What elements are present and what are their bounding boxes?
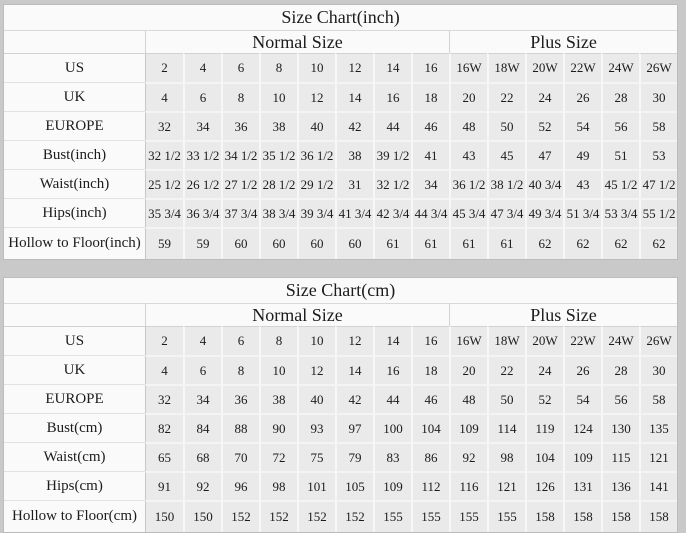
size-value-cell: 42 — [335, 111, 373, 140]
size-value-cell: 14 — [335, 82, 373, 111]
size-value-cell: 28 1/2 — [259, 169, 297, 198]
size-value-cell: 47 1/2 — [639, 169, 677, 198]
size-value-cell: 60 — [221, 227, 259, 259]
size-value-cell: 48 — [449, 384, 487, 413]
size-value-cell: 18 — [411, 355, 449, 384]
size-value-cell: 38 1/2 — [487, 169, 525, 198]
table-row — [4, 500, 677, 532]
size-value-cell: 60 — [297, 227, 335, 259]
size-value-cell: 105 — [335, 471, 373, 500]
size-value-cell: 24W — [601, 326, 639, 355]
size-value-cell: 25 1/2 — [145, 169, 183, 198]
size-value-cell: 158 — [601, 500, 639, 532]
size-value-cell: 93 — [297, 413, 335, 442]
size-value-cell: 29 1/2 — [297, 169, 335, 198]
size-value-cell: 121 — [639, 442, 677, 471]
size-value-cell: 44 — [373, 111, 411, 140]
size-value-cell: 45 1/2 — [601, 169, 639, 198]
size-value-cell: 54 — [563, 384, 601, 413]
size-value-cell: 24 — [525, 355, 563, 384]
size-value-cell: 32 1/2 — [373, 169, 411, 198]
size-value-cell: 16 — [373, 355, 411, 384]
size-value-cell: 61 — [449, 227, 487, 259]
size-value-cell: 38 — [259, 111, 297, 140]
table-row — [4, 53, 677, 82]
size-value-cell: 36 3/4 — [183, 198, 221, 227]
size-value-cell: 79 — [335, 442, 373, 471]
size-value-cell: 119 — [525, 413, 563, 442]
size-value-cell: 4 — [183, 53, 221, 82]
corner-cell — [4, 30, 145, 53]
size-value-cell: 36 — [221, 384, 259, 413]
size-value-cell: 155 — [373, 500, 411, 532]
size-value-cell: 49 — [563, 140, 601, 169]
size-value-cell: 56 — [601, 384, 639, 413]
row-label: UK — [4, 82, 145, 111]
size-value-cell: 50 — [487, 111, 525, 140]
size-value-cell: 24W — [601, 53, 639, 82]
size-value-cell: 8 — [221, 355, 259, 384]
size-chart-inch-table — [3, 4, 678, 260]
size-value-cell: 26 1/2 — [183, 169, 221, 198]
size-value-cell: 14 — [335, 355, 373, 384]
size-value-cell: 61 — [487, 227, 525, 259]
size-value-cell: 38 — [259, 384, 297, 413]
size-value-cell: 115 — [601, 442, 639, 471]
size-value-cell: 59 — [145, 227, 183, 259]
size-value-cell: 60 — [259, 227, 297, 259]
size-value-cell: 12 — [297, 355, 335, 384]
table-row — [4, 111, 677, 140]
row-label: Hollow to Floor(cm) — [4, 500, 145, 532]
row-label: Bust(inch) — [4, 140, 145, 169]
size-value-cell: 24 — [525, 82, 563, 111]
size-value-cell: 92 — [449, 442, 487, 471]
size-value-cell: 40 3/4 — [525, 169, 563, 198]
size-value-cell: 109 — [373, 471, 411, 500]
size-value-cell: 41 — [411, 140, 449, 169]
group-header-normal-size: Normal Size — [145, 303, 449, 326]
size-value-cell: 114 — [487, 413, 525, 442]
row-label: EUROPE — [4, 111, 145, 140]
size-value-cell: 2 — [145, 326, 183, 355]
table-row — [4, 326, 677, 355]
size-value-cell: 20W — [525, 326, 563, 355]
group-header-plus-size: Plus Size — [449, 303, 677, 326]
size-value-cell: 62 — [525, 227, 563, 259]
size-value-cell: 98 — [487, 442, 525, 471]
size-value-cell: 36 1/2 — [297, 140, 335, 169]
table-row — [4, 140, 677, 169]
size-value-cell: 152 — [259, 500, 297, 532]
size-value-cell: 58 — [639, 111, 677, 140]
row-label: Hips(cm) — [4, 471, 145, 500]
size-value-cell: 6 — [221, 53, 259, 82]
size-value-cell: 155 — [449, 500, 487, 532]
size-value-cell: 8 — [259, 53, 297, 82]
size-value-cell: 116 — [449, 471, 487, 500]
size-value-cell: 30 — [639, 355, 677, 384]
size-value-cell: 18 — [411, 82, 449, 111]
size-value-cell: 36 — [221, 111, 259, 140]
size-value-cell: 91 — [145, 471, 183, 500]
size-value-cell: 158 — [639, 500, 677, 532]
size-value-cell: 16 — [411, 53, 449, 82]
size-value-cell: 12 — [297, 82, 335, 111]
table-row — [4, 169, 677, 198]
table-row — [4, 198, 677, 227]
size-value-cell: 90 — [259, 413, 297, 442]
size-value-cell: 32 — [145, 111, 183, 140]
size-value-cell: 109 — [449, 413, 487, 442]
size-chart-cm-table — [3, 277, 678, 533]
size-value-cell: 40 — [297, 384, 335, 413]
row-label: Waist(cm) — [4, 442, 145, 471]
size-value-cell: 75 — [297, 442, 335, 471]
size-value-cell: 38 — [335, 140, 373, 169]
size-value-cell: 8 — [259, 326, 297, 355]
size-value-cell: 34 — [183, 384, 221, 413]
size-value-cell: 34 — [183, 111, 221, 140]
size-value-cell: 58 — [639, 384, 677, 413]
size-value-cell: 12 — [335, 326, 373, 355]
size-value-cell: 6 — [221, 326, 259, 355]
table-row — [4, 413, 677, 442]
size-value-cell: 135 — [639, 413, 677, 442]
size-value-cell: 6 — [183, 82, 221, 111]
size-value-cell: 10 — [297, 326, 335, 355]
size-value-cell: 37 3/4 — [221, 198, 259, 227]
size-value-cell: 124 — [563, 413, 601, 442]
size-value-cell: 152 — [297, 500, 335, 532]
size-value-cell: 101 — [297, 471, 335, 500]
size-value-cell: 31 — [335, 169, 373, 198]
size-value-cell: 55 1/2 — [639, 198, 677, 227]
size-value-cell: 41 3/4 — [335, 198, 373, 227]
size-value-cell: 150 — [183, 500, 221, 532]
size-value-cell: 18W — [487, 53, 525, 82]
corner-cell — [4, 303, 145, 326]
table-row — [4, 355, 677, 384]
table-row — [4, 384, 677, 413]
size-value-cell: 34 1/2 — [221, 140, 259, 169]
size-value-cell: 14 — [373, 326, 411, 355]
size-value-cell: 30 — [639, 82, 677, 111]
size-value-cell: 47 — [525, 140, 563, 169]
table-title: Size Chart(cm) — [4, 278, 677, 303]
row-label: Waist(inch) — [4, 169, 145, 198]
size-value-cell: 62 — [563, 227, 601, 259]
size-value-cell: 16 — [411, 326, 449, 355]
size-value-cell: 131 — [563, 471, 601, 500]
size-value-cell: 39 3/4 — [297, 198, 335, 227]
size-value-cell: 42 3/4 — [373, 198, 411, 227]
size-value-cell: 104 — [525, 442, 563, 471]
size-value-cell: 48 — [449, 111, 487, 140]
row-label: US — [4, 326, 145, 355]
size-value-cell: 50 — [487, 384, 525, 413]
size-value-cell: 22W — [563, 326, 601, 355]
size-value-cell: 12 — [335, 53, 373, 82]
row-label: Bust(cm) — [4, 413, 145, 442]
size-value-cell: 136 — [601, 471, 639, 500]
size-value-cell: 16 — [373, 82, 411, 111]
size-value-cell: 72 — [259, 442, 297, 471]
size-value-cell: 26 — [563, 82, 601, 111]
size-value-cell: 20W — [525, 53, 563, 82]
size-value-cell: 28 — [601, 82, 639, 111]
table-row — [4, 442, 677, 471]
size-value-cell: 35 3/4 — [145, 198, 183, 227]
size-value-cell: 104 — [411, 413, 449, 442]
size-value-cell: 40 — [297, 111, 335, 140]
size-value-cell: 14 — [373, 53, 411, 82]
size-value-cell: 88 — [221, 413, 259, 442]
size-value-cell: 51 3/4 — [563, 198, 601, 227]
size-value-cell: 130 — [601, 413, 639, 442]
size-value-cell: 97 — [335, 413, 373, 442]
size-value-cell: 36 1/2 — [449, 169, 487, 198]
size-value-cell: 10 — [259, 355, 297, 384]
size-value-cell: 155 — [487, 500, 525, 532]
size-value-cell: 53 3/4 — [601, 198, 639, 227]
size-value-cell: 47 3/4 — [487, 198, 525, 227]
row-label: Hollow to Floor(inch) — [4, 227, 145, 259]
size-value-cell: 32 — [145, 384, 183, 413]
size-value-cell: 10 — [259, 82, 297, 111]
size-value-cell: 34 — [411, 169, 449, 198]
size-value-cell: 4 — [145, 82, 183, 111]
size-value-cell: 100 — [373, 413, 411, 442]
table-row — [4, 227, 677, 259]
size-value-cell: 141 — [639, 471, 677, 500]
size-value-cell: 20 — [449, 355, 487, 384]
group-header-normal-size: Normal Size — [145, 30, 449, 53]
size-value-cell: 92 — [183, 471, 221, 500]
size-value-cell: 46 — [411, 111, 449, 140]
size-value-cell: 4 — [145, 355, 183, 384]
size-value-cell: 60 — [335, 227, 373, 259]
size-value-cell: 86 — [411, 442, 449, 471]
size-value-cell: 38 3/4 — [259, 198, 297, 227]
size-value-cell: 62 — [601, 227, 639, 259]
size-value-cell: 65 — [145, 442, 183, 471]
size-value-cell: 16W — [449, 53, 487, 82]
size-value-cell: 22 — [487, 355, 525, 384]
size-value-cell: 62 — [639, 227, 677, 259]
size-value-cell: 22W — [563, 53, 601, 82]
size-value-cell: 18W — [487, 326, 525, 355]
size-value-cell: 22 — [487, 82, 525, 111]
size-value-cell: 96 — [221, 471, 259, 500]
size-value-cell: 33 1/2 — [183, 140, 221, 169]
size-value-cell: 155 — [411, 500, 449, 532]
size-value-cell: 61 — [411, 227, 449, 259]
size-value-cell: 4 — [183, 326, 221, 355]
row-label: Hips(inch) — [4, 198, 145, 227]
size-value-cell: 26W — [639, 326, 677, 355]
table-title: Size Chart(inch) — [4, 5, 677, 30]
size-value-cell: 49 3/4 — [525, 198, 563, 227]
row-label: US — [4, 53, 145, 82]
size-value-cell: 42 — [335, 384, 373, 413]
size-value-cell: 54 — [563, 111, 601, 140]
size-value-cell: 84 — [183, 413, 221, 442]
size-value-cell: 150 — [145, 500, 183, 532]
size-value-cell: 83 — [373, 442, 411, 471]
table-row — [4, 82, 677, 111]
size-value-cell: 121 — [487, 471, 525, 500]
size-value-cell: 43 — [449, 140, 487, 169]
size-value-cell: 70 — [221, 442, 259, 471]
size-value-cell: 82 — [145, 413, 183, 442]
size-value-cell: 6 — [183, 355, 221, 384]
size-value-cell: 44 3/4 — [411, 198, 449, 227]
size-value-cell: 44 — [373, 384, 411, 413]
size-value-cell: 32 1/2 — [145, 140, 183, 169]
group-header-plus-size: Plus Size — [449, 30, 677, 53]
size-value-cell: 27 1/2 — [221, 169, 259, 198]
row-label: EUROPE — [4, 384, 145, 413]
size-value-cell: 26 — [563, 355, 601, 384]
size-value-cell: 56 — [601, 111, 639, 140]
size-value-cell: 112 — [411, 471, 449, 500]
size-value-cell: 59 — [183, 227, 221, 259]
size-value-cell: 98 — [259, 471, 297, 500]
size-value-cell: 52 — [525, 384, 563, 413]
size-value-cell: 152 — [335, 500, 373, 532]
table-row — [4, 471, 677, 500]
size-value-cell: 43 — [563, 169, 601, 198]
size-value-cell: 68 — [183, 442, 221, 471]
size-value-cell: 53 — [639, 140, 677, 169]
size-value-cell: 158 — [563, 500, 601, 532]
size-value-cell: 16W — [449, 326, 487, 355]
size-value-cell: 35 1/2 — [259, 140, 297, 169]
size-value-cell: 26W — [639, 53, 677, 82]
size-value-cell: 51 — [601, 140, 639, 169]
size-value-cell: 39 1/2 — [373, 140, 411, 169]
size-value-cell: 45 3/4 — [449, 198, 487, 227]
size-value-cell: 109 — [563, 442, 601, 471]
size-value-cell: 20 — [449, 82, 487, 111]
size-value-cell: 52 — [525, 111, 563, 140]
size-value-cell: 158 — [525, 500, 563, 532]
size-value-cell: 152 — [221, 500, 259, 532]
size-value-cell: 61 — [373, 227, 411, 259]
size-value-cell: 28 — [601, 355, 639, 384]
size-value-cell: 8 — [221, 82, 259, 111]
size-value-cell: 126 — [525, 471, 563, 500]
size-value-cell: 46 — [411, 384, 449, 413]
size-value-cell: 10 — [297, 53, 335, 82]
size-value-cell: 45 — [487, 140, 525, 169]
size-value-cell: 2 — [145, 53, 183, 82]
row-label: UK — [4, 355, 145, 384]
